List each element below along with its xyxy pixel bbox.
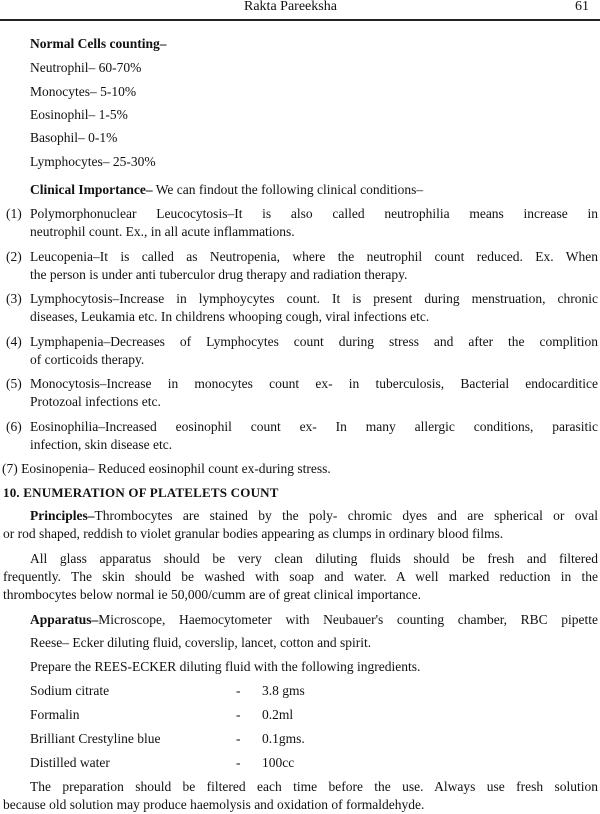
item-number: (1) xyxy=(6,206,22,221)
normal-count-item: Basophil– 0-1% xyxy=(30,130,118,145)
principles-line: or rod shaped, reddish to violet granular bodies appearing as clumps in ordinary blood films. xyxy=(3,526,504,541)
item-number: (6) xyxy=(6,419,22,434)
item-line: Protozoal infections etc. xyxy=(30,394,161,409)
item-number: (4) xyxy=(6,334,22,349)
ingredient-qty: 0.2ml xyxy=(262,707,294,722)
section-heading: 10. ENUMERATION OF PLATELETS COUNT xyxy=(3,485,279,500)
normal-count-item: Lymphocytes– 25-30% xyxy=(30,154,156,169)
final-paragraph-line: because old solution may produce haemolysis and oxidation of formaldehyde. xyxy=(3,797,425,812)
ingredient-name: Distilled water xyxy=(30,755,110,770)
item-line: of corticoids therapy. xyxy=(30,352,145,367)
clinical-importance-intro: We can findout the following clinical conditions– xyxy=(152,182,424,197)
apparatus-line: Reese– Ecker diluting fluid, coverslip, lancet, cotton and spirit. xyxy=(30,635,372,650)
normal-count-item: Neutrophil– 60-70% xyxy=(30,60,142,75)
item-line: Lymphocytosis–Increase in lymphoycytes count. It is present during menstruation, chronic xyxy=(30,291,598,306)
ingredient-dash: - xyxy=(236,683,241,698)
item-line: neutrophil count. Ex., in all acute inflammations. xyxy=(30,224,295,239)
item-line: Eosinophilia–Increased eosinophil count ex- In many allergic conditions, parasitic xyxy=(30,419,598,434)
item-number: (2) xyxy=(6,249,22,264)
principles-text: Thrombocytes are stained by the poly- chromic dyes and are spherical or oval xyxy=(94,508,598,523)
item-line: Monocytosis–Increase in monocytes count ex- in tuberculosis, Bacterial endocarditice xyxy=(30,376,598,391)
ingredient-dash: - xyxy=(236,731,241,746)
ingredient-name: Formalin xyxy=(30,707,80,722)
item-line: diseases, Leukamia etc. In childrens whooping cough, viral infections etc. xyxy=(30,309,430,324)
running-header xyxy=(0,0,600,20)
ingredient-qty: 0.1gms. xyxy=(262,731,305,746)
principles-line xyxy=(30,507,598,525)
item-line: Lymphapenia–Decreases of Lymphocytes count during stress and after the complition xyxy=(30,334,598,349)
header-rule xyxy=(0,19,600,21)
normal-counts-heading: Normal Cells counting– xyxy=(30,36,167,51)
item-line: the person is under anti tuberculor drug therapy and radiation therapy. xyxy=(30,267,408,282)
apparatus-label: Apparatus– xyxy=(30,612,99,627)
clinical-importance-heading: Clinical Importance– xyxy=(30,182,153,197)
item-number: (5) xyxy=(6,376,22,391)
final-paragraph-line: The preparation should be filtered each time before the use. Always use fresh solution xyxy=(30,779,598,794)
normal-count-item: Monocytes– 5-10% xyxy=(30,84,137,99)
ingredient-dash: - xyxy=(236,755,241,770)
prepare-line: Prepare the REES-ECKER diluting fluid with the following ingredients. xyxy=(30,659,421,674)
running-title: Rakta Pareeksha xyxy=(244,0,337,14)
item-line: infection, skin disease etc. xyxy=(30,437,173,452)
item-line: Leucopenia–It is called as Neutropenia, where the neutrophil count reduced. Ex. When xyxy=(30,249,598,264)
paragraph-line: thrombocytes below normal ie 50,000/cumm are of great clinical importance. xyxy=(3,587,421,602)
ingredient-qty: 100cc xyxy=(262,755,295,770)
item-number: (3) xyxy=(6,291,22,306)
paragraph-line: frequently. The skin should be washed with soap and water. A well marked reduction in the xyxy=(3,569,598,584)
apparatus-text: Microscope, Haemocytometer with Neubauer's counting chamber, RBC pipette xyxy=(98,612,598,627)
normal-count-item: Eosinophil– 1-5% xyxy=(30,107,128,122)
paragraph-line: All glass apparatus should be very clean diluting fluids should be fresh and filtered xyxy=(30,551,598,566)
apparatus-line xyxy=(30,611,598,629)
ingredient-name: Brilliant Crestyline blue xyxy=(30,731,161,746)
principles-label: Principles– xyxy=(30,508,95,523)
page-number: 61 xyxy=(575,0,589,14)
ingredient-dash: - xyxy=(236,707,241,722)
item-line: (7) Eosinopenia– Reduced eosinophil count ex-during stress. xyxy=(2,461,331,476)
clinical-importance-line xyxy=(30,181,423,199)
ingredient-qty: 3.8 gms xyxy=(262,683,305,698)
item-line: Polymorphonuclear Leucocytosis–It is also called neutrophilia means increase in xyxy=(30,206,598,221)
ingredient-name: Sodium citrate xyxy=(30,683,110,698)
